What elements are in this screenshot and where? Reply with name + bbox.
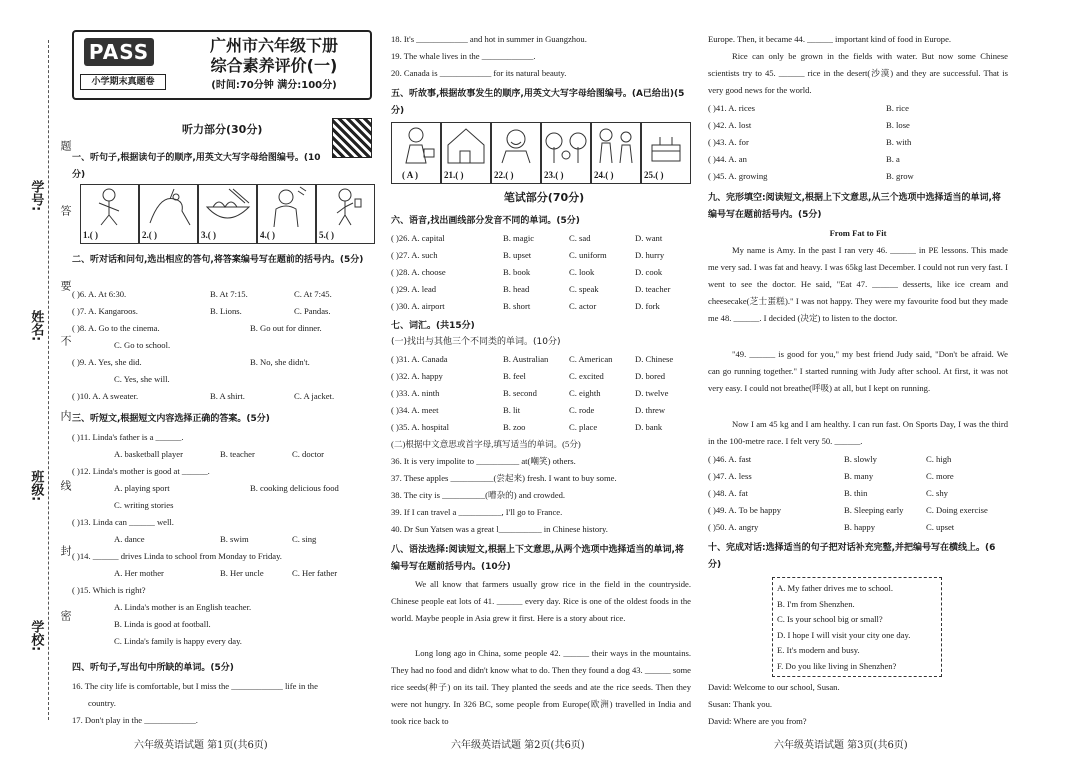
seal-char: 不 [58, 335, 72, 346]
option-d: D. teacher [635, 284, 671, 294]
option-c: C. shy [926, 488, 948, 498]
option-a: ( )49. A. To be happy [708, 505, 781, 515]
man-thinking-icon [258, 185, 315, 229]
family-icon [592, 123, 640, 167]
section-7b-questions [391, 453, 697, 538]
option-a: ( )45. A. growing [708, 171, 768, 181]
question-43 [708, 134, 1008, 151]
question-12-option-c [72, 497, 372, 514]
option-a: ( )29. A. lead [391, 284, 437, 294]
picture-1 [80, 184, 139, 244]
binding-dashed-line [48, 40, 49, 720]
story-picture-23 [541, 122, 591, 184]
option-b: B. Her uncle [220, 568, 264, 578]
option-a: ( )27. A. such [391, 250, 438, 260]
question-16-cont [72, 695, 376, 712]
question-12 [72, 463, 372, 480]
option-c: C. Go to school. [114, 340, 171, 350]
listening-title: 听力部分(30分) [182, 123, 263, 136]
option-c: C. high [926, 454, 952, 464]
option-a: ( )6. A. At 6:30. [72, 289, 127, 299]
section-4-questions [72, 678, 376, 729]
section-9-heading: From Fat to Fit [829, 228, 887, 238]
option-a: ( )41. A. rices [708, 103, 756, 113]
section-10-choices-box [772, 577, 942, 677]
choice-f: F. Do you like living in Shenzhen? [777, 660, 897, 671]
section-4-continued [391, 31, 697, 82]
seal-char: 答 [58, 205, 72, 216]
question-9-c [72, 371, 372, 388]
question-48 [708, 485, 1008, 502]
picture-1-label[interactable]: 1.( ) [83, 230, 98, 241]
dialog-line-3 [708, 713, 1008, 730]
dialog-line-1 [708, 679, 1008, 696]
binding-margin [0, 0, 70, 765]
question-37 [391, 470, 697, 487]
option-c: C. Yes, she will. [114, 374, 170, 384]
picture-4 [257, 184, 316, 244]
house-icon [442, 123, 490, 167]
option-c: C. A jacket. [294, 391, 335, 401]
option-c: C. At 7:45. [294, 289, 332, 299]
question-50 [708, 519, 1008, 536]
question-16-text: 16. The city life is comfortable, but I miss the ____________ life in the [72, 681, 318, 691]
option-c: C. excited [569, 371, 604, 381]
question-18 [391, 31, 697, 48]
option-a: ( )9. A. Yes, she did. [72, 357, 142, 367]
option-b: B. slowly [844, 454, 877, 464]
exam-title-line2: 综合素养评价(一) [210, 56, 338, 75]
section-5-title: 五、听故事,根据故事发生的顺序,用英文大写字母给图编号。(A已给出)(5分) [391, 89, 685, 116]
option-c: C. place [569, 422, 598, 432]
question-stem: ( )11. Linda's father is a ______. [72, 432, 184, 442]
choice-d: D. I hope I will visit your city one day. [777, 629, 911, 640]
option-c: C. sad [569, 233, 591, 243]
exam-header [72, 30, 372, 100]
question-36-text: 36. It is very impolite to __________ at(嘲笑) others. [391, 456, 576, 466]
question-44 [708, 151, 1008, 168]
section-2-title: 二、听对话和问句,选出相应的答句,将答案编号写在题前的括号内。(5分) [72, 255, 364, 265]
option-a: ( )48. A. fat [708, 488, 748, 498]
section-7a-title: (一)找出与其他三个不同类的单词。(10分) [391, 337, 561, 347]
option-a: ( )31. A. Canada [391, 354, 448, 364]
option-b: B. swim [220, 534, 249, 544]
option-d: D. fork [635, 301, 660, 311]
girl-with-gift-icon [392, 123, 440, 167]
story-label-22[interactable]: 22.( ) [494, 170, 514, 181]
page-3-footer: 六年级英语试题 第3页(共6页) [774, 740, 908, 751]
option-c: C. eighth [569, 388, 601, 398]
noodle-bowl-icon [199, 185, 256, 229]
written-part-title: 笔试部分(70分) [503, 191, 585, 204]
option-b: B. A shirt. [210, 391, 245, 401]
section-8-paragraph-1: We all know that farmers usually grow rice in the field in the countryside. Chinese people eat lots of 41. ______ every day. Rice is one of the oldest foods in the world. Maybe people in Asia grew it first. Here is a story about rice. [391, 579, 691, 623]
story-picture-21 [441, 122, 491, 184]
section-9-paragraph-3: Now I am 45 kg and I am healthy. I can run fast. On Sports Day, I was the third in the 100-metre race. I felt very 50. ______. [708, 419, 1008, 446]
option-a: ( )32. A. happy [391, 371, 443, 381]
picture-5-label[interactable]: 5.( ) [319, 230, 334, 241]
seal-char: 封 [58, 545, 72, 556]
question-20-text: 20. Canada is ____________ for its natural beauty. [391, 68, 567, 78]
choice-a: A. My father drives me to school. [777, 583, 893, 593]
picture-2-label[interactable]: 2.( ) [142, 230, 157, 241]
option-b: B. second [503, 388, 537, 398]
question-32 [391, 368, 697, 385]
option-c: C. Linda's family is happy every day. [114, 636, 242, 646]
option-a: ( )7. A. Kangaroos. [72, 306, 138, 316]
section-2-questions [72, 286, 372, 405]
question-stem: ( )14. ______ drives Linda to school from Monday to Friday. [72, 551, 282, 561]
question-38 [391, 487, 697, 504]
option-c: C. doctor [292, 449, 324, 459]
section-8-title: 八、语法选择:阅读短文,根据上下文意思,从两个选项中选择适当的单词,将编号写在题前括号内。(10分) [391, 545, 684, 572]
question-stem: ( )13. Linda can ______ well. [72, 517, 174, 527]
option-a: ( )46. A. fast [708, 454, 752, 464]
story-picture-25 [641, 122, 691, 184]
pass-logo: PASS [84, 38, 154, 66]
picture-3-label[interactable]: 3.( ) [201, 230, 216, 241]
section-3-title: 三、听短文,根据短文内容选择正确的答案。(5分) [72, 414, 270, 424]
option-b: B. lose [886, 120, 910, 130]
dialog-line-2 [708, 696, 1008, 713]
option-b: B. upset [503, 250, 532, 260]
option-c: C. writing stories [114, 500, 174, 510]
story-label-21[interactable]: 21.( ) [444, 170, 464, 181]
question-45 [708, 168, 1008, 185]
option-b: B. rice [886, 103, 909, 113]
question-9 [72, 354, 372, 371]
section-9-title: 九、完形填空:阅读短文,根据上下文意思,从三个选项中选择适当的单词,将编号写在题前括号内。(5分) [708, 193, 1001, 220]
choice-c: C. Is your school big or small? [777, 614, 883, 624]
option-c: C. Her father [292, 568, 338, 578]
option-a: A. Linda's mother is an English teacher. [114, 602, 252, 612]
question-15-option-a [72, 599, 372, 616]
option-b: B. book [503, 267, 531, 277]
section-9-options [708, 451, 1008, 536]
option-b: B. zoo [503, 422, 526, 432]
option-b: B. grow [886, 171, 914, 181]
section-8-paragraph-3: Rice can only be grown in the fields with water. But now some Chinese scientists try to 45. ______ rice in the desert(沙漠) and they are successful. That is very good news for the world. [708, 51, 1008, 95]
story-label-a: ( A ) [402, 170, 419, 181]
option-b: B. happy [844, 522, 876, 532]
question-15-option-b [72, 616, 372, 633]
section-6-questions [391, 230, 697, 315]
question-31 [391, 351, 697, 368]
question-37-text: 37. These apples __________(尝起来) fresh. I want to buy some. [391, 473, 617, 483]
option-a: A. Her mother [114, 568, 164, 578]
question-11 [72, 429, 372, 446]
question-6 [72, 286, 372, 303]
question-16-text-cont: country. [88, 698, 116, 708]
option-b: B. with [886, 137, 912, 147]
question-stem: ( )15. Which is right? [72, 585, 146, 595]
option-b: B. magic [503, 233, 535, 243]
option-a: ( )43. A. for [708, 137, 749, 147]
question-35 [391, 419, 697, 436]
option-a: ( )42. A. lost [708, 120, 752, 130]
question-47 [708, 468, 1008, 485]
option-a: ( )26. A. capital [391, 233, 445, 243]
question-14-options [72, 565, 372, 582]
qr-code-icon[interactable] [332, 118, 372, 158]
dialog-text: Susan: Thank you. [708, 699, 773, 709]
happy-kid-icon [492, 123, 540, 167]
question-8 [72, 320, 372, 337]
section-9-paragraph-1: My name is Amy. In the past I ran very 46. ______ in PE lessons. This made me very sad. I was fat and heavy. I was 65kg last December. I could not run very fast. I went to see the doctor. He said, "Eat 47. ______ desserts, like ice cream and cheesecake(芝士蛋糕)." I was not happy. They were my favourite food but they made me 48. ______. I decided (决定) to listen to the doctor. [708, 245, 1008, 323]
option-a: A. playing sport [114, 483, 170, 493]
exam-badge: 小学期末真题卷 [80, 74, 166, 90]
seal-char: 题 [58, 140, 72, 151]
question-20 [391, 65, 697, 82]
option-c: C. upset [926, 522, 955, 532]
option-d: D. Chinese [635, 354, 674, 364]
seal-char: 线 [58, 480, 72, 491]
student-id-label: 学号: [28, 180, 44, 212]
option-b: B. Sleeping early [844, 505, 904, 515]
option-c: C. more [926, 471, 954, 481]
question-33 [391, 385, 697, 402]
option-a: ( )50. A. angry [708, 522, 759, 532]
option-c: C. rode [569, 405, 595, 415]
question-28 [391, 264, 697, 281]
question-17 [72, 712, 376, 729]
question-16 [72, 678, 376, 695]
option-c: C. American [569, 354, 613, 364]
boy-walking-icon [317, 185, 374, 229]
option-d: D. bank [635, 422, 663, 432]
option-a: ( )28. A. choose [391, 267, 446, 277]
question-7 [72, 303, 372, 320]
question-19-text: 19. The whale lives in the ____________. [391, 51, 536, 61]
option-d: D. want [635, 233, 663, 243]
student-name-label: 姓名: [28, 310, 44, 342]
option-c: C. actor [569, 301, 597, 311]
question-18-text: 18. It's ____________ and hot in summer in Guangzhou. [391, 34, 587, 44]
choice-e: E. It's modern and busy. [777, 645, 860, 655]
option-b: B. Linda is good at football. [114, 619, 211, 629]
option-b: B. many [844, 471, 874, 481]
option-c: C. look [569, 267, 595, 277]
option-d: D. threw [635, 405, 666, 415]
question-34 [391, 402, 697, 419]
option-a: ( )34. A. meet [391, 405, 439, 415]
section-10-title: 十、完成对话:选择适当的句子把对话补充完整,并把编号写在横线上。(6分) [708, 543, 996, 570]
seal-char: 密 [58, 610, 72, 621]
question-29 [391, 281, 697, 298]
soccer-player-icon [81, 185, 138, 229]
option-a: ( )47. A. less [708, 471, 752, 481]
story-label-25[interactable]: 25.( ) [644, 170, 664, 181]
story-label-23[interactable]: 23.( ) [544, 170, 564, 181]
picture-4-label[interactable]: 4.( ) [260, 230, 275, 241]
option-c: C. uniform [569, 250, 607, 260]
section-9-paragraph-2: "49. ______ is good for you," my best friend Judy said, "Don't be afraid. We can go running together." I started running with Judy after school. At first, it was not very easy. I could not breathe(呼吸) at all, but I kept on running. [708, 349, 1008, 393]
kangaroo-icon [140, 185, 197, 229]
seal-char: 要 [58, 280, 72, 291]
option-a: ( )8. A. Go to the cinema. [72, 323, 160, 333]
option-d: D. twelve [635, 388, 669, 398]
picture-2 [139, 184, 198, 244]
question-49 [708, 502, 1008, 519]
section-6-title: 六、语音,找出画线部分发音不同的单词。(5分) [391, 216, 580, 226]
option-b: B. short [503, 301, 531, 311]
section-8-paragraph-2: Long long ago in China, some people 42. ______ their ways in the mountains. They had no food and didn't know what to do. Then they found a dog 43. ______ some rice seeds(种子) on its tail. They planted the seeds and ate the rice seeds. Then they were not hungry. In 326 BC, some people from Europe(欧洲) travelled in India and took rice back to [391, 648, 691, 726]
question-39 [391, 504, 697, 521]
section-1-title: 一、听句子,根据读句子的顺序,用英文大写字母给图编号。(10分) [72, 153, 321, 180]
question-13-options [72, 531, 372, 548]
question-42 [708, 117, 1008, 134]
story-picture-a [391, 122, 441, 184]
option-b: B. Lions. [210, 306, 242, 316]
option-c: C. Pandas. [294, 306, 331, 316]
option-a: ( )44. A. an [708, 154, 747, 164]
option-c: C. speak [569, 284, 599, 294]
question-11-options [72, 446, 372, 463]
school-label: 学校: [28, 620, 44, 652]
question-13 [72, 514, 372, 531]
option-b: B. At 7:15. [210, 289, 248, 299]
section-7b-title: (二)根据中文意思或首字母,填写适当的单词。(5分) [391, 439, 581, 449]
question-26 [391, 230, 697, 247]
question-17-text: 17. Don't play in the ____________. [72, 715, 198, 725]
picture-3 [198, 184, 257, 244]
page-2-footer: 六年级英语试题 第2页(共6页) [451, 740, 585, 751]
option-b: B. Go out for dinner. [250, 323, 322, 333]
option-b: B. Australian [503, 354, 549, 364]
section-7a-questions [391, 351, 697, 436]
section-4-title: 四、听句子,写出句中所缺的单词。(5分) [72, 663, 234, 673]
section-8-paragraph-2-cont: Europe. Then, it became 44. ______ important kind of food in Europe. [708, 34, 952, 44]
question-15-option-c [72, 633, 372, 650]
page-1-footer: 六年级英语试题 第1页(共6页) [134, 740, 268, 751]
option-d: D. cook [635, 267, 663, 277]
picture-5 [316, 184, 375, 244]
cake-icon [642, 123, 690, 167]
dialog-text: David: Where are you from? [708, 716, 807, 726]
section-3-questions [72, 429, 372, 650]
option-a: ( )30. A. airport [391, 301, 445, 311]
dialog-text: David: Welcome to our school, Susan. [708, 682, 840, 692]
option-a: ( )10. A. A sweater. [72, 391, 139, 401]
question-19 [391, 48, 697, 65]
question-41 [708, 100, 1008, 117]
class-label: 班级: [28, 470, 44, 502]
question-46 [708, 451, 1008, 468]
question-14 [72, 548, 372, 565]
exam-time-score: (时间:70分钟 满分:100分) [211, 80, 337, 91]
option-d: D. bored [635, 371, 666, 381]
option-b: B. No, she didn't. [250, 357, 310, 367]
question-40 [391, 521, 697, 538]
option-d: D. hurry [635, 250, 665, 260]
section-7-title: 七、词汇。(共15分) [391, 321, 475, 331]
option-b: B. feel [503, 371, 526, 381]
exam-title-line1: 广州市六年级下册 [209, 36, 338, 55]
option-b: B. lit [503, 405, 521, 415]
option-b: B. teacher [220, 449, 255, 459]
question-10 [72, 388, 372, 405]
question-36 [391, 453, 697, 470]
question-15 [72, 582, 372, 599]
question-stem: ( )12. Linda's mother is good at ______. [72, 466, 210, 476]
option-a: ( )35. A. hospital [391, 422, 450, 432]
question-27 [391, 247, 697, 264]
option-c: C. Doing exercise [926, 505, 988, 515]
choice-b: B. I'm from Shenzhen. [777, 598, 855, 609]
trees-icon [542, 123, 590, 167]
section-1-pictures [80, 184, 375, 244]
option-b: B. thin [844, 488, 868, 498]
question-38-text: 38. The city is __________(嘈杂的) and crowded. [391, 490, 566, 500]
option-b: B. head [503, 284, 530, 294]
section-8-options [708, 100, 1008, 185]
option-b: B. a [886, 154, 900, 164]
question-12-options [72, 480, 372, 497]
option-a: ( )33. A. ninth [391, 388, 440, 398]
story-picture-24 [591, 122, 641, 184]
question-30 [391, 298, 697, 315]
question-8-c [72, 337, 372, 354]
question-39-text: 39. If I can travel a __________, I'll go to France. [391, 507, 563, 517]
option-c: C. sing [292, 534, 317, 544]
section-5-pictures [391, 122, 691, 184]
option-b: B. cooking delicious food [250, 483, 339, 493]
option-a: A. dance [114, 534, 145, 544]
option-a: A. basketball player [114, 449, 183, 459]
story-label-24[interactable]: 24.( ) [594, 170, 614, 181]
section-10-dialog [708, 679, 1008, 730]
seal-char: 内 [58, 410, 72, 421]
story-picture-22 [491, 122, 541, 184]
question-40-text: 40. Dr Sun Yatsen was a great l__________ in Chinese history. [391, 524, 608, 534]
